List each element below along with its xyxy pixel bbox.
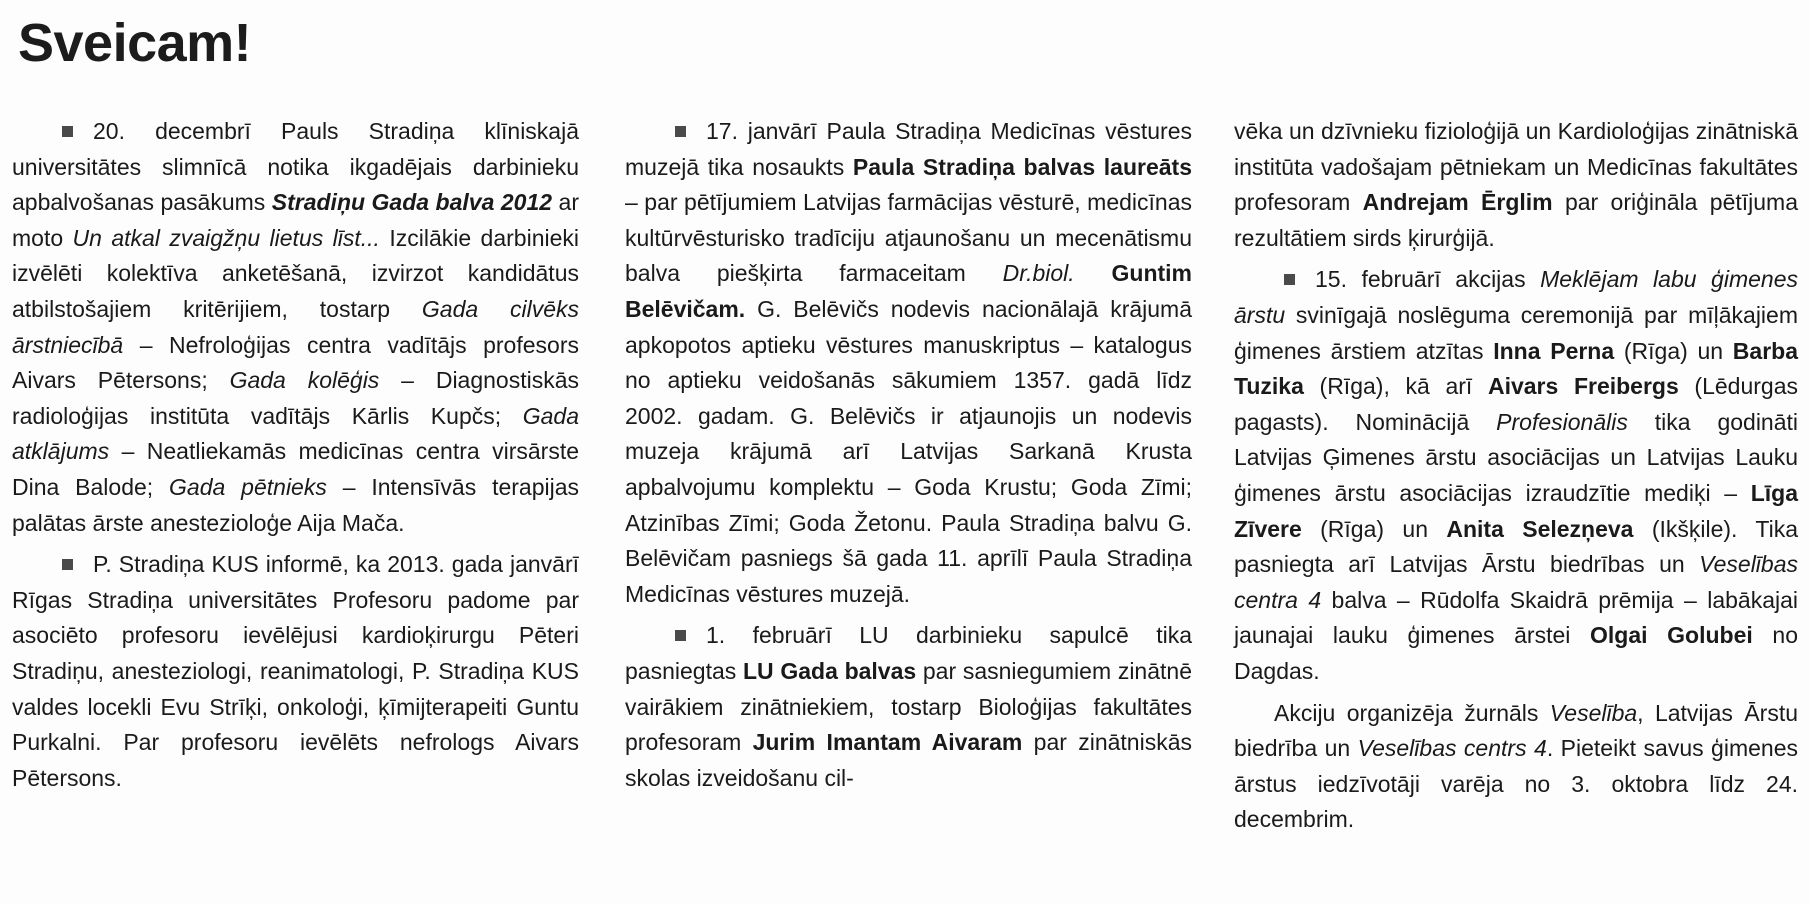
bullet-square-icon bbox=[675, 126, 686, 137]
column-3 bbox=[1234, 114, 1798, 844]
column-2 bbox=[625, 114, 1192, 802]
page-title: Sveicam! bbox=[18, 13, 252, 73]
column-1 bbox=[12, 114, 579, 802]
bullet-square-icon bbox=[675, 630, 686, 641]
paragraph-akcija: Akciju organizēja žurnāls Veselība, Latvijas Ārstu biedrība un Veselības centrs 4. Pieteikt savus ģimenes ārstus iedzīvotāji varēja no 3. oktobra līdz 24. decembrim. bbox=[1234, 699, 1799, 833]
paragraph-profesori: P. Stradiņa KUS informē, ka 2013. gada janvārī Rīgas Stradiņa universitātes Profesoru padome par asociēto profesoru ievēlējusi kardioķirurgu Pēteri Stradiņu, anesteziologi, reanimatologi, P. Stradiņa KUS valdes locekli Evu Strīķi, onkoloģi, ķīmijterapeiti Guntu Purkalni. Par profesoru ievēlēts nefrologs Aivars Pētersons. bbox=[12, 551, 579, 791]
paragraph-gimenes-arsts: 15. februārī akcijas Meklējam labu ģimenes ārstu svinīgajā noslēguma ceremonijā par mīļākajiem ģimenes ārstiem atzītas Inna Perna (Rīga) un Barba Tuzika (Rīga), kā arī Aivars Freibergs (Lēdurgas pagasts). Nominācijā Profesionālis tika godināti Latvijas Ģimenes ārstu asociācijas un Latvijas Lauku ģimenes ārstu asociācijas izraudzītie mediķi – Līga Zīvere (Rīga) un Anita Selezņeva (Ikšķile). Tika pasniegta arī Latvijas Ārstu biedrības un Veselības centra 4 balva – Rūdolfa Skaidrā prēmija – labākajai jaunajai lauku ģimenes ārstei Olgai Golubei no Dagdas. bbox=[1234, 266, 1799, 684]
paragraph-lu-balvas-cont: vēka un dzīvnieku fizioloģijā un Kardioloģijas zinātniskā institūta vadošajam pētniekam un Medicīnas fakultātes profesoram Andrejam Ērglim par oriģināla pētījuma rezultātiem sirds ķirurģijā. bbox=[1234, 118, 1799, 251]
bullet-square-icon bbox=[1284, 274, 1295, 285]
bullet-square-icon bbox=[62, 559, 73, 570]
paragraph-gada-balva: 20. decembrī Pauls Stradiņa klīniskajā universitātes slimnīcā notika ikgadējais darbinieku apbalvošanas pasākums Stradiņu Gada balva 2012 ar moto Un atkal zvaigžņu lietus līst... Izcilākie darbinieki izvēlēti kolektīva anketēšanā, izvirzot kandidātus atbilstošajiem kritērijiem, tostarp Gada cilvēks ārstniecībā – Nefroloģijas centra vadītājs profesors Aivars Pētersons; Gada kolēģis – Diagnostiskās radioloģijas institūta vadītājs Kārlis Kupčs; Gada atklājums – Neatliekamās medicīnas centra virsārste Dina Balode; Gada pētnieks – Intensīvās terapijas palātas ārste anestezioloģe Aija Mača. bbox=[12, 118, 580, 536]
paragraph-lu-balvas: 1. februārī LU darbinieku sapulcē tika pasniegtas LU Gada balvas par sasniegumiem zinātnē vairākiem zinātniekiem, tostarp Bioloģijas fakultātes profesoram Jurim Imantam Aivaram par zinātniskās skolas izveidošanu cil- bbox=[625, 622, 1192, 791]
bullet-square-icon bbox=[62, 126, 73, 137]
paragraph-stradina-balva: 17. janvārī Paula Stradiņa Medicīnas vēstures muzejā tika nosaukts Paula Stradiņa balvas laureāts – par pētījumiem Latvijas farmācijas vēsturē, medicīnas kultūrvēsturisko tradīciju atjaunošanu un mecenātismu balva piešķirta farmaceitam Dr.biol. Guntim Belēvičam. G. Belēvičs nodevis nacionālajā krājumā apkopotos aptieku vēstures manuskriptus – katalogus no aptieku veidošanās sākumiem 1357. gadā līdz 2002. gadam. G. Belēvičs ir atjaunojis un nodevis muzeja krājumā arī Latvijas Sarkanā Krusta apbalvojumu komplektu – Goda Krustu; Goda Zīmi; Atzinības Zīmi; Goda Žetonu. Paula Stradiņa balvu G. Belēvičam pasniegs šā gada 11. aprīlī Paula Stradiņa Medicīnas vēstures muzejā. bbox=[625, 118, 1192, 607]
